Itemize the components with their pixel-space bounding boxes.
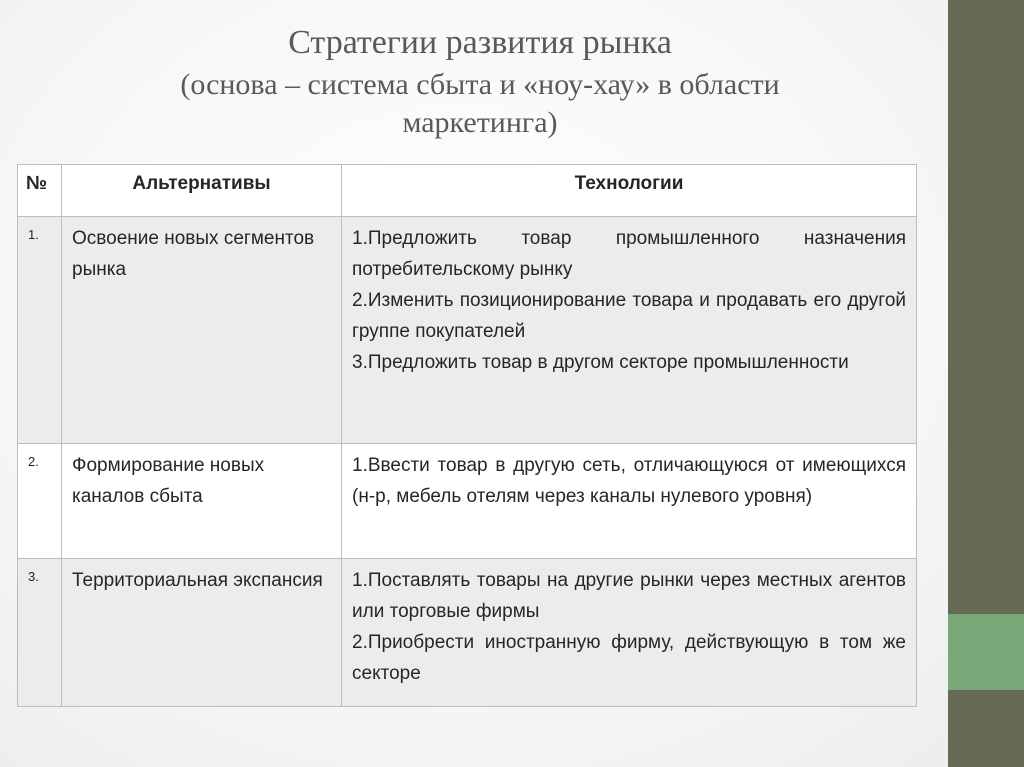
table-row <box>18 559 917 707</box>
sidebar-accent-block <box>948 614 1024 690</box>
row-alternative: Формирование новых каналов сбыта <box>62 444 342 559</box>
technology-item: 2.Изменить позиционирование товара и продавать его другой группе покупателей <box>352 290 906 342</box>
technology-item: 1.Ввести товар в другую сеть, отличающуюся от имеющихся (н-р, мебель отелям через каналы нулевого уровня) <box>352 455 906 507</box>
slide-title-line-2: (основа – система сбыта и «ноу-хау» в области <box>180 68 780 101</box>
header-number: № <box>18 165 62 217</box>
technology-item: 1.Предложить товар промышленного назначения потребительскому рынку <box>352 228 906 280</box>
slide-title-line-1: Стратегии развития рынка <box>288 24 672 61</box>
slide-title <box>40 20 920 142</box>
header-technologies: Технологии <box>342 165 917 217</box>
row-alternative: Освоение новых сегментов рынка <box>62 217 342 444</box>
technology-item: 3.Предложить товар в другом секторе промышленности <box>352 352 849 373</box>
row-technologies <box>342 217 917 444</box>
table-header-row <box>18 165 917 217</box>
row-number: 1. <box>18 217 62 444</box>
technology-item: 2.Приобрести иностранную фирму, действующую в том же секторе <box>352 632 906 684</box>
row-alternative: Территориальная экспансия <box>62 559 342 707</box>
row-technologies <box>342 559 917 707</box>
strategy-table <box>17 164 917 707</box>
table-row <box>18 217 917 444</box>
table-row <box>18 444 917 559</box>
row-number: 3. <box>18 559 62 707</box>
row-number: 2. <box>18 444 62 559</box>
technology-item: 1.Поставлять товары на другие рынки через местных агентов или торговые фирмы <box>352 570 906 622</box>
slide-title-line-3: маркетинга) <box>402 106 558 139</box>
row-technologies <box>342 444 917 559</box>
header-alternatives: Альтернативы <box>62 165 342 217</box>
